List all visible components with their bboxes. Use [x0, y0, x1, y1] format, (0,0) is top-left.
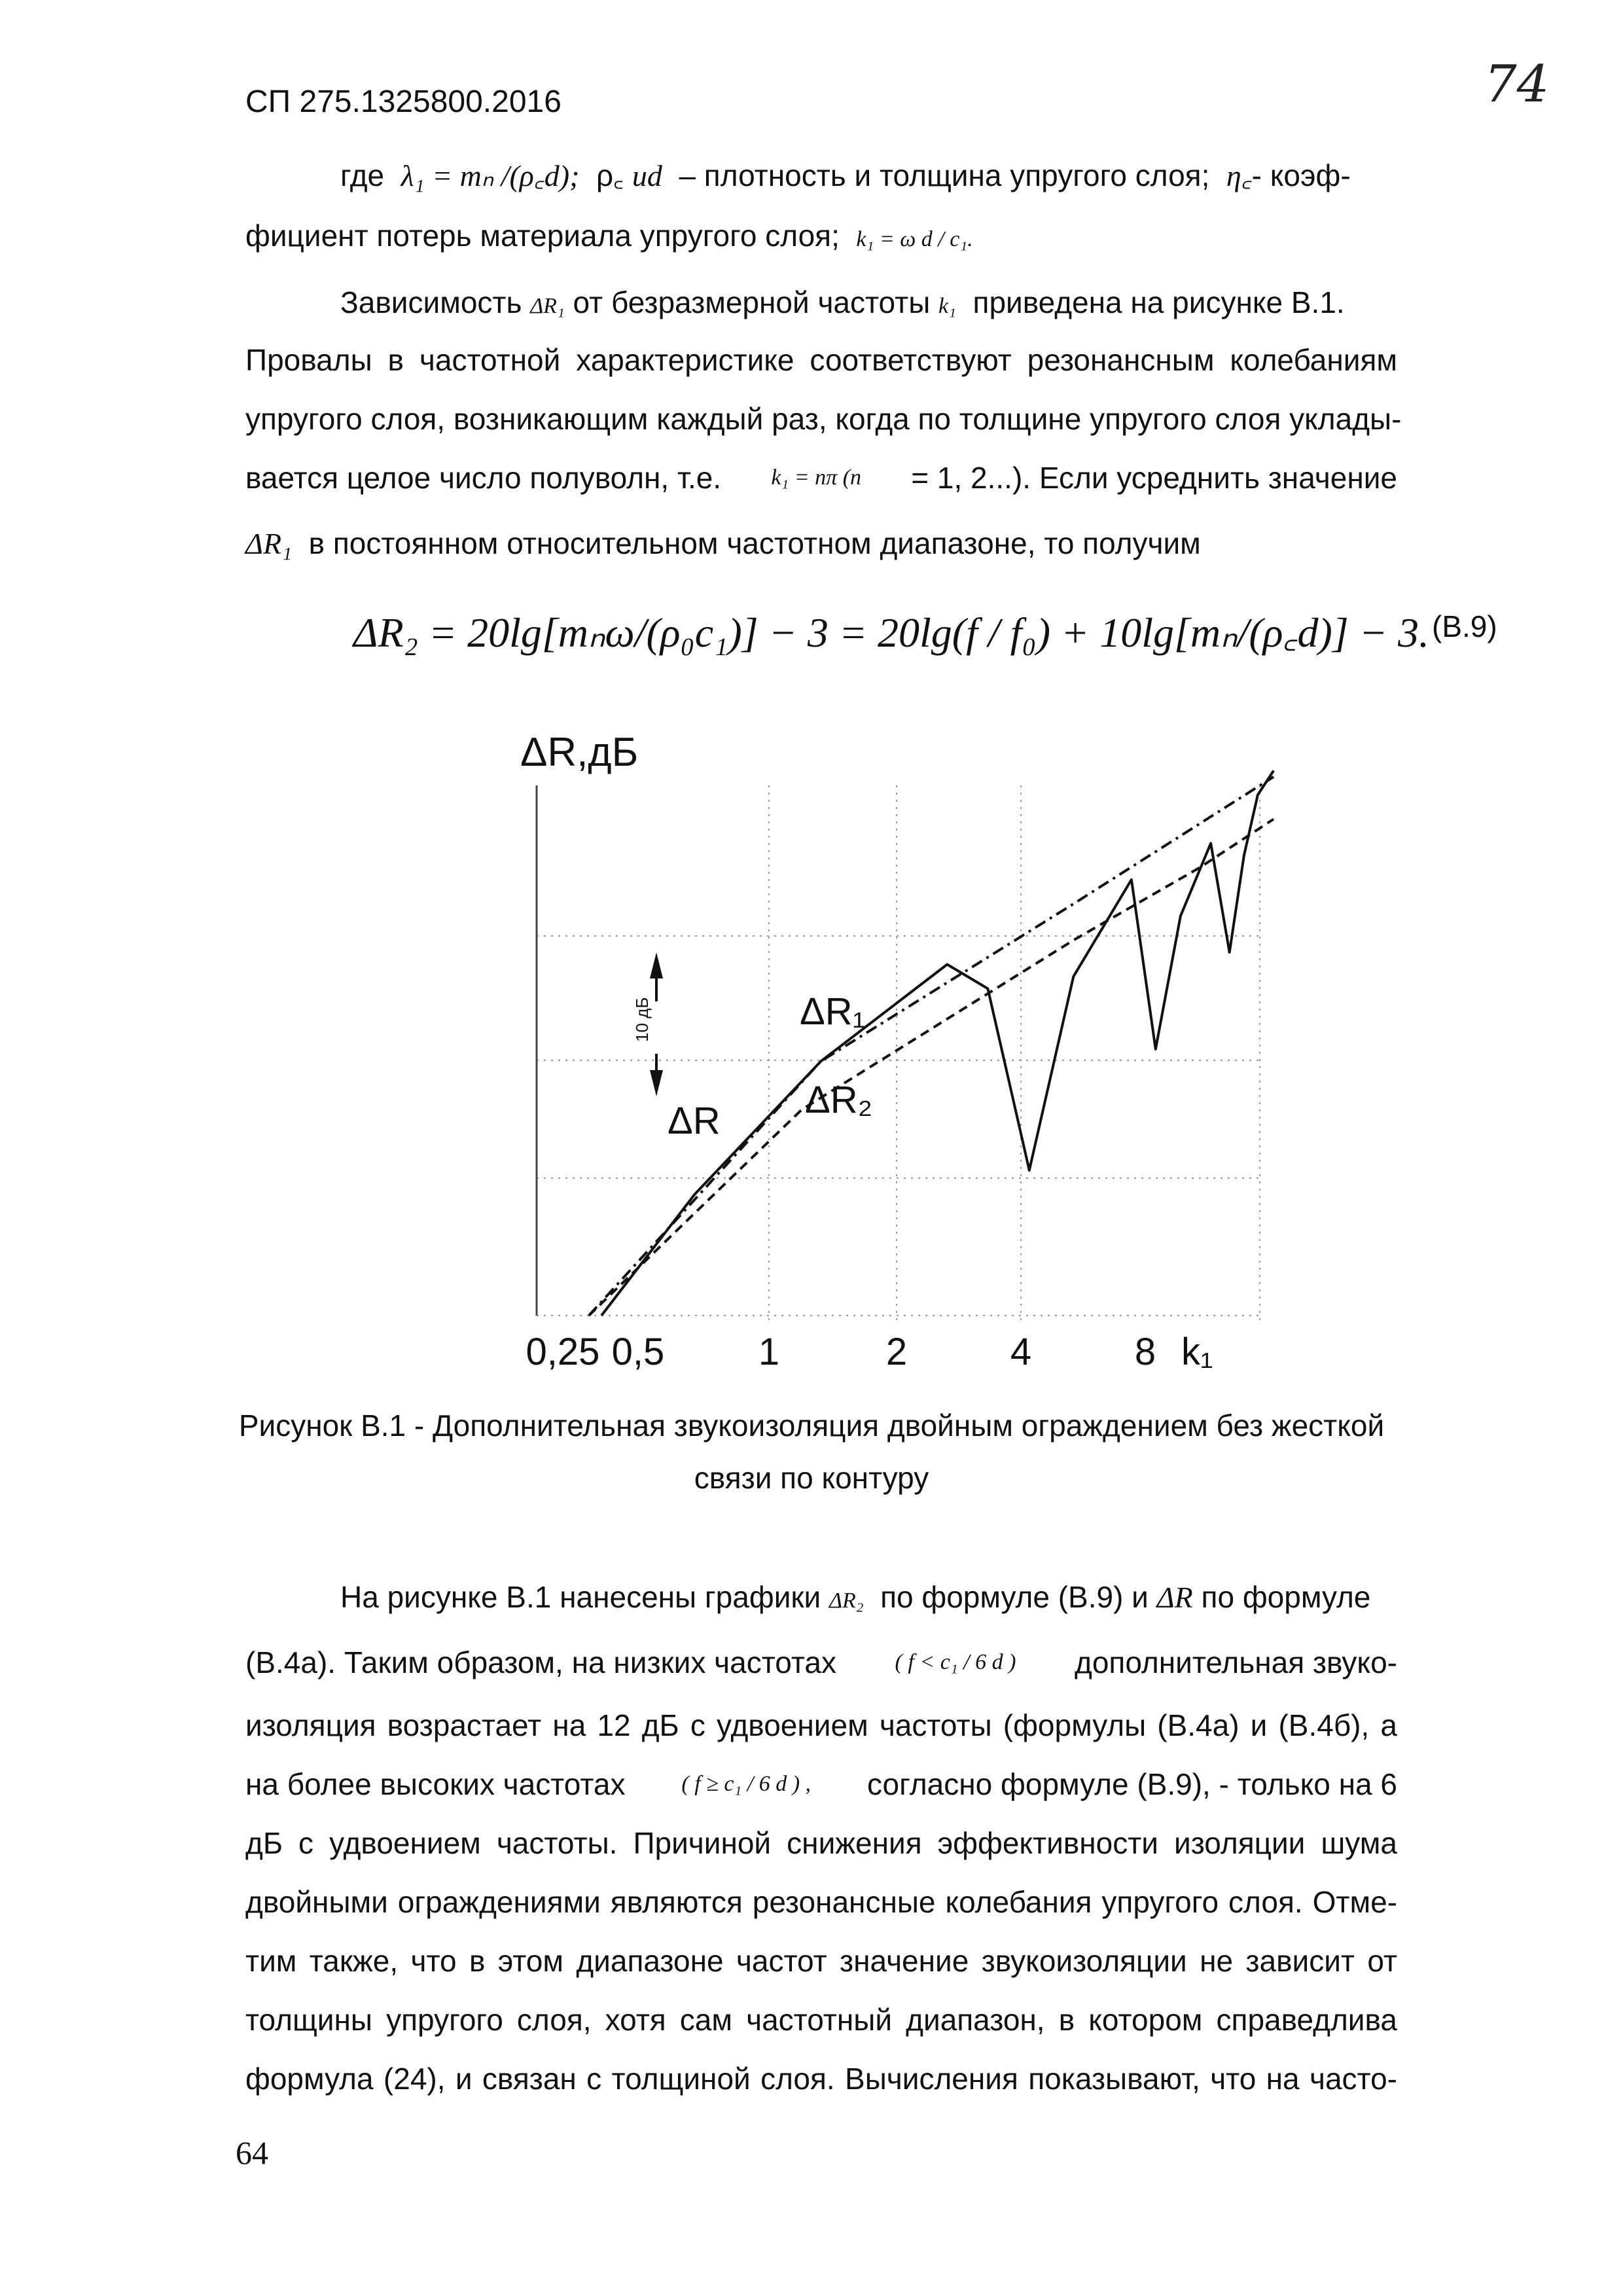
page-number: 64 — [236, 2134, 268, 2171]
intro-line-3: Зависимость ΔR₁ от безразмерной частоты k₁ приведена на рисунке В.1. — [340, 285, 1345, 319]
scale-marker — [650, 952, 663, 1096]
intro-line-7: ΔR₁ в постоянном относительном частотном диапазоне, то получим — [245, 526, 1201, 560]
series-line-dash-dot — [589, 777, 1274, 1316]
scale-marker-label: 10 дБ — [632, 997, 652, 1042]
series-line-dashed — [589, 819, 1274, 1316]
intro-line-5: упругого слоя, возникающим каждый раз, когда по толщине упругого слоя уклады- — [245, 402, 1402, 436]
x-tick-label: 8 — [1134, 1331, 1156, 1373]
figure-caption-line-2: связи по контуру — [694, 1461, 929, 1495]
body-line-4: на более высоких частотах ( f ≥ c₁ / 6 d ) , согласно формуле (В.9), - только на 6 — [245, 1767, 1397, 1801]
curve-label-dr: ΔR — [668, 1100, 721, 1142]
intro-line-1: где λ₁ = mₙ /(ρ꜀d); ρ꜀ иd – плотность и толщина упругого слоя; η꜀- коэф- — [340, 158, 1351, 192]
formula-number: (В.9) — [1432, 609, 1497, 643]
x-tick-label: 2 — [885, 1331, 908, 1373]
x-tick-label: 4 — [1010, 1331, 1032, 1373]
body-line-3: изоляция возрастает на 12 дБ с удвоением частоты (формулы (В.4а) и (В.4б), а — [245, 1708, 1397, 1742]
body-line-6: двойными ограждениями являются резонансные колебания упругого слоя. Отме- — [245, 1885, 1397, 1919]
body-line-5: дБ с удвоением частоты. Причиной снижения эффективности изоляции шума — [245, 1826, 1397, 1860]
chart-curves — [589, 771, 1274, 1316]
figure-caption-line-1: Рисунок В.1 - Дополнительная звукоизоляция двойным ограждением без жесткой — [238, 1408, 1385, 1443]
x-axis-label: k₁ — [1181, 1331, 1213, 1373]
body-line-1: На рисунке В.1 нанесены графики ΔR₂ по формуле (В.9) и ΔR по формуле — [340, 1580, 1371, 1614]
curve-label-dr1: ΔR₁ — [800, 990, 866, 1033]
intro-line-2: фициент потерь материала упругого слоя; k₁ = ω d / c₁. — [245, 219, 973, 253]
x-tick-label: 0,25 — [526, 1331, 600, 1373]
x-tick-labels — [526, 1331, 1156, 1373]
intro-line-4: Провалы в частотной характеристике соответствуют резонансным колебаниям — [245, 343, 1397, 377]
formula-b9: ΔR₂ = 20lg[mₙω/(ρ₀c₁)] − 3 = 20lg(f / f₀) + 10lg[mₙ/(ρ꜀d)] − 3. — [353, 609, 1429, 656]
body-line-7: тим также, что в этом диапазоне частот значение звукоизоляции не зависит от — [245, 1944, 1397, 1978]
y-axis-label: ΔR,дБ — [520, 730, 639, 775]
figure-b1-chart — [458, 720, 1309, 1374]
intro-line-6: вается целое число полуволн, т.е. k₁ = nπ (n = 1, 2...). Если усреднить значение — [245, 461, 1397, 495]
chart-grid — [537, 785, 1260, 1322]
body-line-2: (В.4а). Таким образом, на низких частотах ( f < c₁ / 6 d ) дополнительная звуко- — [245, 1645, 1397, 1679]
x-tick-label: 0,5 — [611, 1331, 665, 1373]
curve-label-dr2: ΔR₂ — [805, 1079, 873, 1121]
x-tick-label: 1 — [758, 1331, 780, 1373]
body-line-8: толщины упругого слоя, хотя сам частотный диапазон, в котором справедлива — [245, 2003, 1397, 2037]
handwritten-page-mark: 74 — [1484, 55, 1550, 114]
body-line-9: формула (24), и связан с толщиной слоя. Вычисления показывают, что на часто- — [245, 2062, 1397, 2096]
series-line-solid — [601, 771, 1274, 1316]
document-code: СП 275.1325800.2016 — [245, 84, 562, 119]
